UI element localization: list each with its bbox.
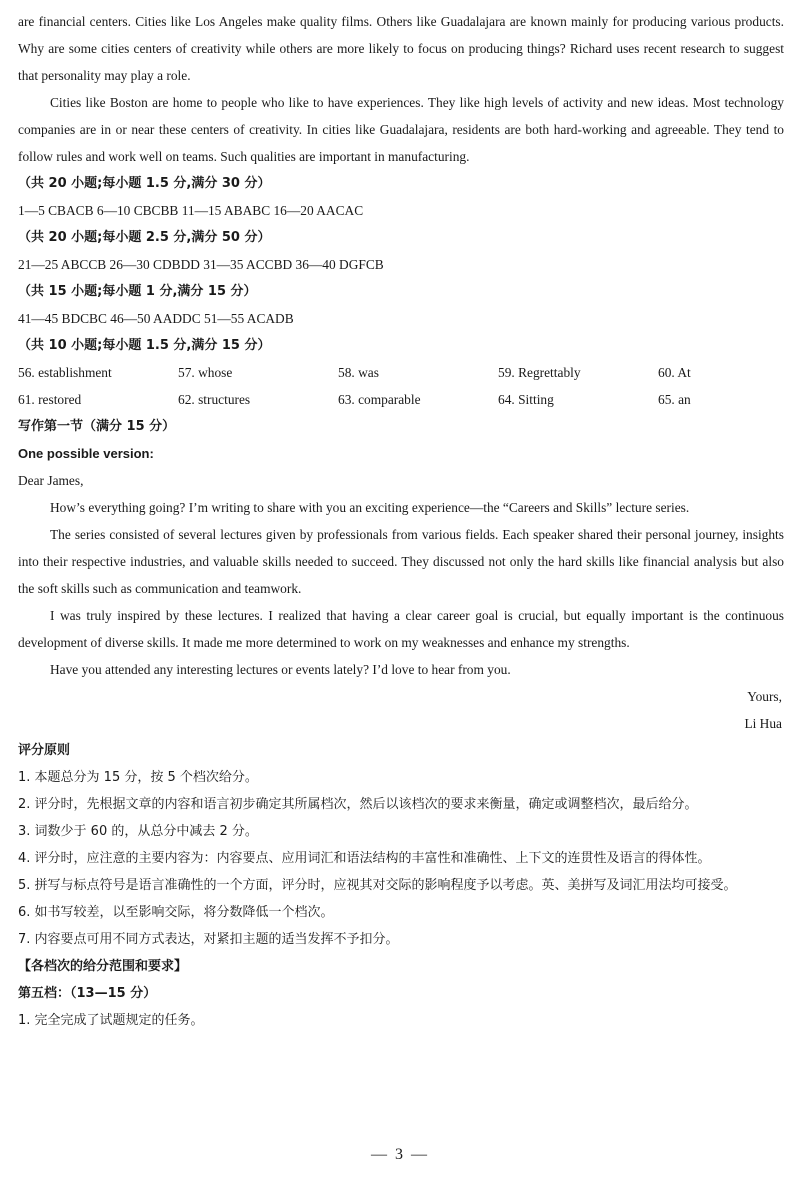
level-5-item: 1. 完全完成了试题规定的任务。	[18, 1013, 204, 1028]
section-header: （共 15 小题;每小题 1 分,满分 15 分）	[18, 284, 257, 299]
version-label: One possible version:	[18, 446, 154, 461]
section-header: （共 20 小题;每小题 1.5 分,满分 30 分）	[18, 176, 271, 191]
fill-answer: 56. establishment	[18, 365, 112, 380]
answer-section-3	[18, 278, 784, 332]
page-content	[18, 8, 784, 1034]
level-5-header: 第五档：（13—15 分）	[18, 986, 157, 1001]
fill-answer: 59. Regrettably	[498, 365, 581, 380]
letter-paragraph: I was truly inspired by these lectures. I realized that having a clear career goal is crucial, but equally important is the continuous development of diverse skills. It made me more determined to work on my weaknesses and enhance my strengths.	[18, 608, 784, 650]
section-header: （共 20 小题;每小题 2.5 分,满分 50 分）	[18, 230, 271, 245]
fill-answer-grid	[18, 359, 784, 413]
scoring-rule: 2. 评分时，先根据文章的内容和语言初步确定其所属档次，然后以该档次的要求来衡量，确定或调整档次，最后给分。	[18, 797, 698, 812]
scoring-rule: 1. 本题总分为 15 分，按 5 个档次给分。	[18, 770, 258, 785]
letter-signature: Li Hua	[744, 716, 782, 731]
answer-section-1	[18, 170, 784, 224]
fill-answer: 62. structures	[178, 392, 251, 407]
letter-closing: Yours,	[747, 689, 782, 704]
fill-answer: 60. At	[658, 365, 691, 380]
letter-salutation: Dear James,	[18, 473, 84, 488]
answer-line: 21—25 ABCCB 26—30 CDBDD 31—35 ACCBD 36—40 DGFCB	[18, 257, 384, 272]
fill-answer: 61. restored	[18, 392, 82, 407]
letter-paragraph: Have you attended any interesting lectures or events lately? I’d love to hear from you.	[50, 662, 511, 677]
scoring-rule: 6. 如书写较差，以至影响交际，将分数降低一个档次。	[18, 905, 334, 920]
section-header: 评分原则	[18, 743, 71, 758]
scoring-rule: 5. 拼写与标点符号是语言准确性的一个方面，评分时，应视其对交际的影响程度予以考虑。英、美拼写及词汇用法均可接受。	[18, 878, 737, 893]
fill-answer: 64. Sitting	[498, 392, 554, 407]
fill-answer: 65. an	[658, 392, 691, 407]
fill-answer: 63. comparable	[338, 392, 421, 407]
letter-paragraph: The series consisted of several lectures given by professionals from various fields. Each speaker shared their personal journey, insights into their respective industries, and valuable skills needed to succeed. They discussed not only the hard skills like financial analysis but also the soft skills such as communication and teamwork.	[18, 527, 784, 596]
scoring-rule: 3. 词数少于 60 的，从总分中减去 2 分。	[18, 824, 258, 839]
page-number: — 3 —	[371, 1146, 429, 1163]
answer-line: 1—5 CBACB 6—10 CBCBB 11—15 ABABC 16—20 AACAC	[18, 203, 364, 218]
answer-section-2	[18, 224, 784, 278]
scoring-section	[18, 737, 784, 1034]
letter-paragraph: How’s everything going? I’m writing to share with you an exciting experience—the “Careers and Skills” lecture series.	[50, 500, 690, 515]
passage-paragraph-2: Cities like Boston are home to people who like to have experiences. They like high levels of activity and new ideas. Most technology companies are in or near these centers of creativity. In cities like Guadalajara, residents are both hard-working and agreeable. They tend to follow rules and work well on teams. Such qualities are important in manufacturing.	[18, 95, 784, 164]
section-header: （共 10 小题;每小题 1.5 分,满分 15 分）	[18, 338, 271, 353]
fill-answer: 57. whose	[178, 365, 233, 380]
passage-paragraph-1: are financial centers. Cities like Los Angeles make quality films. Others like Guadalajara are known mainly for producing various products. Why are some cities centers of creativity while others are more likely to focus on producing things? Richard uses recent research to suggest that personality may play a role.	[18, 14, 784, 83]
scoring-rule: 4. 评分时，应注意的主要内容为：内容要点、应用词汇和语法结构的丰富性和准确性、上下文的连贯性及语言的得体性。	[18, 851, 711, 866]
writing-section	[18, 413, 784, 737]
fill-section	[18, 332, 784, 413]
fill-answer: 58. was	[338, 365, 379, 380]
levels-header: 【各档次的给分范围和要求】	[18, 959, 188, 974]
section-header: 写作第一节（满分 15 分）	[18, 419, 176, 434]
answer-line: 41—45 BDCBC 46—50 AADDC 51—55 ACADB	[18, 311, 294, 326]
scoring-rule: 7. 内容要点可用不同方式表达，对紧扣主题的适当发挥不予扣分。	[18, 932, 399, 947]
